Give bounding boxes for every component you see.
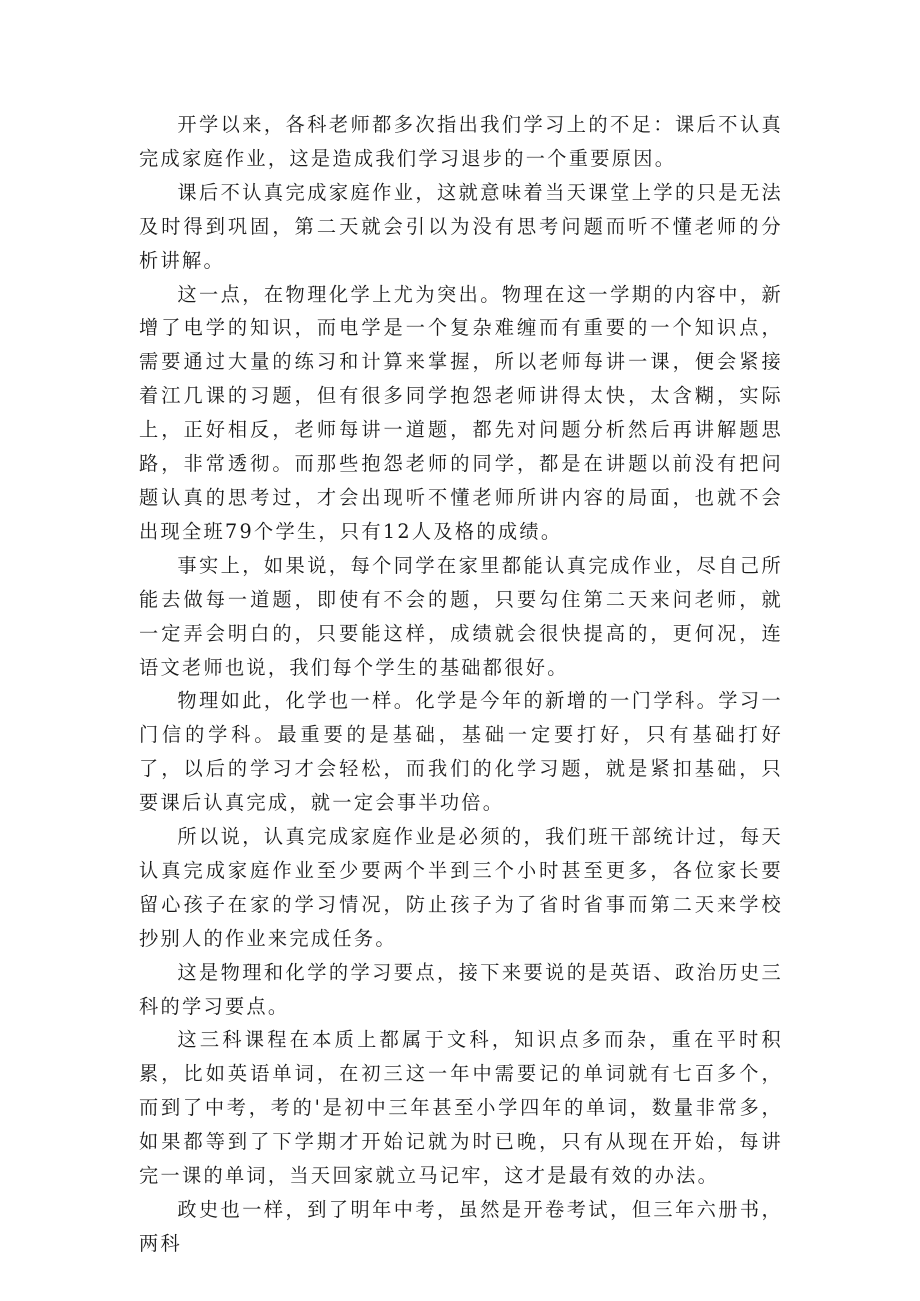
paragraph-8: 这三科课程在本质上都属于文科，知识点多而杂，重在平时积累，比如英语单词，在初三这一年中需要记的单词就有七百多个，而到了中考，考的'是初中三年甚至小学四年的单词，数量非常多，如果都等到了下学期才开始记就为时已晚，只有从现在开始，每讲完一课的单词，当天回家就立马记牢，这才是最有效的办法。 — [139, 1028, 783, 1188]
paragraph-5: 物理如此，化学也一样。化学是今年的新增的一门学科。学习一门信的学科。最重要的是基础，基础一定要打好，只有基础打好了，以后的学习才会轻松，而我们的化学习题，就是紧扣基础，只要课后认真完成，就一定会事半功倍。 — [139, 689, 783, 815]
paragraph-1: 开学以来，各科老师都多次指出我们学习上的不足：课后不认真完成家庭作业，这是造成我们学习退步的一个重要原因。 — [139, 113, 783, 170]
paragraph-9: 政史也一样，到了明年中考，虽然是开卷考试，但三年六册书，两科 — [139, 1198, 783, 1255]
paragraph-7: 这是物理和化学的学习要点，接下来要说的是英语、政治历史三科的学习要点。 — [139, 960, 783, 1018]
paragraph-4: 事实上，如果说，每个同学在家里都能认真完成作业，尽自己所能去做每一道题，即使有不会的题，只要勾住第二天来问老师，就一定弄会明白的，只要能这样，成绩就会很快提高的，更何况，连语文老师也说，我们每个学生的基础都很好。 — [139, 553, 783, 679]
paragraph-2: 课后不认真完成家庭作业，这就意味着当天课堂上学的只是无法及时得到巩固，第二天就会引以为没有思考问题而听不懂老师的分析讲解。 — [139, 180, 783, 272]
paragraph-6: 所以说，认真完成家庭作业是必须的，我们班干部统计过，每天认真完成家庭作业至少要两个半到三个小时甚至更多，各位家长要留心孩子在家的学习情况，防止孩子为了省时省事而第二天来学校抄别人的作业来完成任务。 — [139, 825, 783, 950]
document-body — [139, 108, 783, 1261]
paragraph-3: 这一点，在物理化学上尤为突出。物理在这一学期的内容中，新增了电学的知识，而电学是一个复杂难缠而有重要的一个知识点，需要通过大量的练习和计算来掌握，所以老师每讲一课，便会紧接着江几课的习题，但有很多同学抱怨老师讲得太快，太含糊，实际上，正好相反，老师每讲一道题，都先对问题分析然后再讲解题思路，非常透彻。而那些抱怨老师的同学，都是在讲题以前没有把问题认真的思考过，才会出现听不懂老师所讲内容的局面，也就不会出现全班79个学生，只有12人及格的成绩。 — [139, 282, 783, 543]
